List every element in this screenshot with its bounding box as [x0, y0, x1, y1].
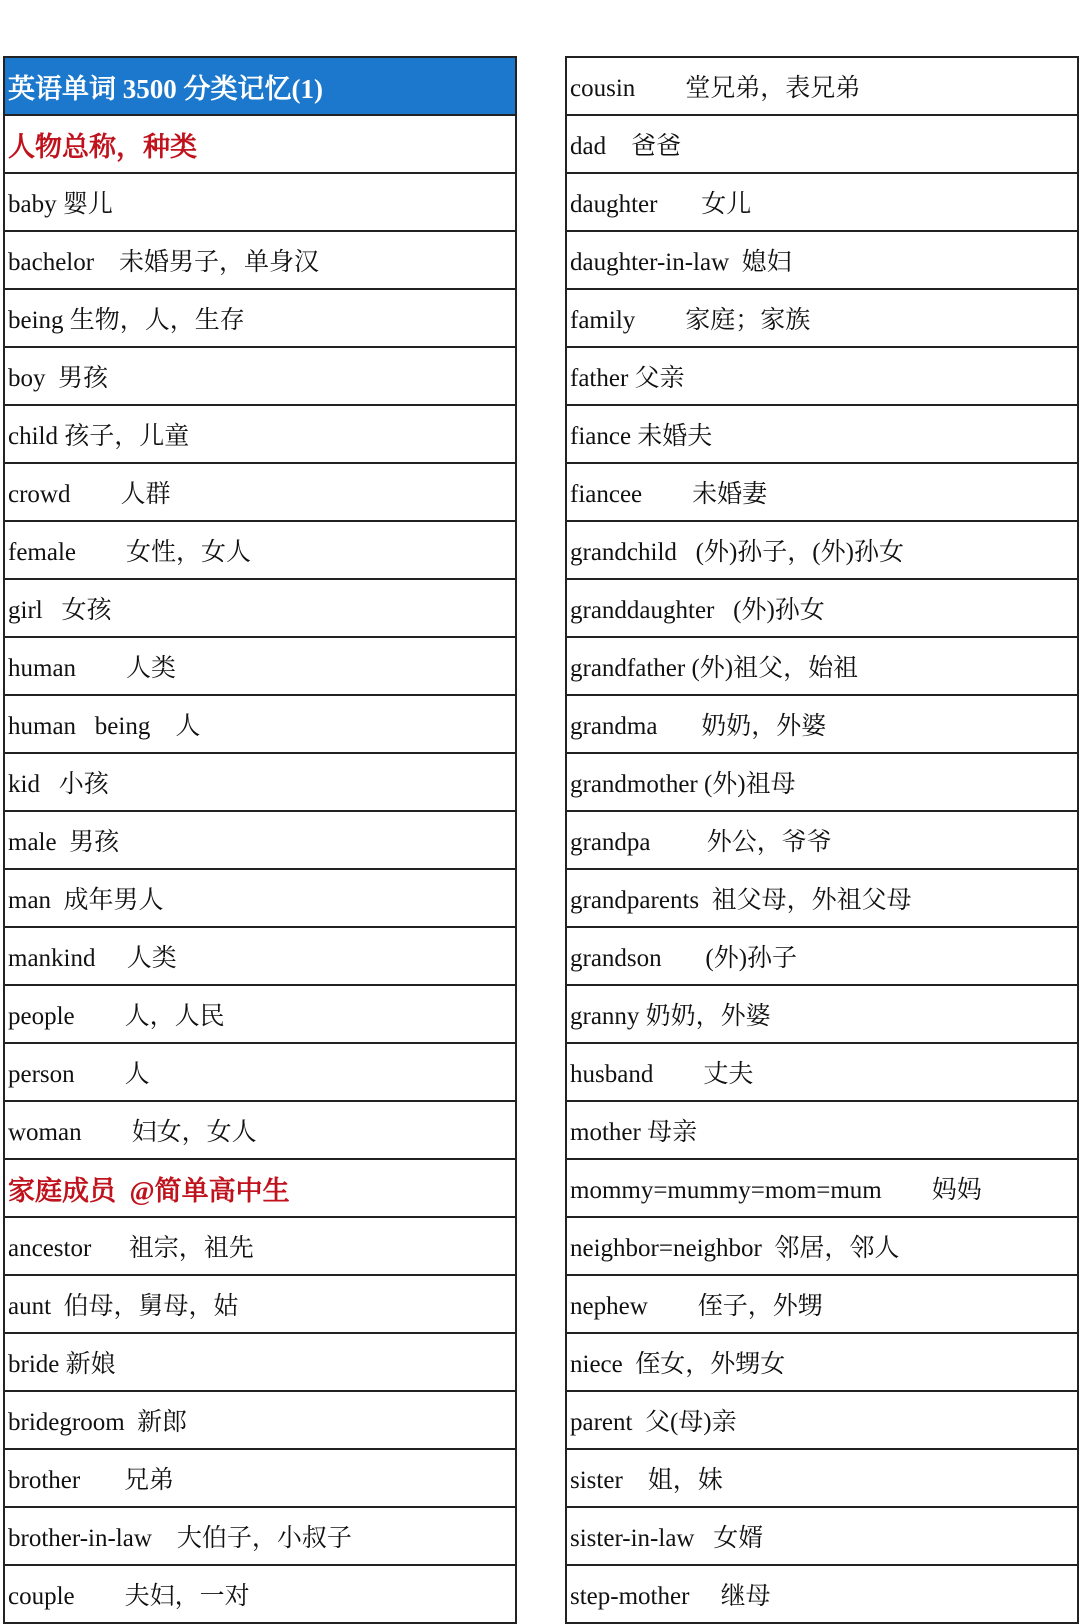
vocab-row: person 人 — [5, 1044, 515, 1102]
vocab-row: people 人，人民 — [5, 986, 515, 1044]
vocab-row: grandson (外)孙子 — [567, 928, 1077, 986]
vocab-row: grandfather (外)祖父，始祖 — [567, 638, 1077, 696]
vocab-row: daughter-in-law 媳妇 — [567, 232, 1077, 290]
vocab-row: daughter 女儿 — [567, 174, 1077, 232]
vocab-row: fiance 未婚夫 — [567, 406, 1077, 464]
vocab-row: human being 人 — [5, 696, 515, 754]
vocab-row: grandma 奶奶，外婆 — [567, 696, 1077, 754]
vocab-row: grandpa 外公，爷爷 — [567, 812, 1077, 870]
vocab-row: couple 夫妇，一对 — [5, 1566, 515, 1624]
vocab-row: brother 兄弟 — [5, 1450, 515, 1508]
vocab-row: being 生物，人，生存 — [5, 290, 515, 348]
vocab-row: ancestor 祖宗，祖先 — [5, 1218, 515, 1276]
vocab-row: boy 男孩 — [5, 348, 515, 406]
vocab-row: family 家庭；家族 — [567, 290, 1077, 348]
vocab-row: baby 婴儿 — [5, 174, 515, 232]
vocab-row: human 人类 — [5, 638, 515, 696]
vocab-row: dad 爸爸 — [567, 116, 1077, 174]
vocab-row: grandchild (外)孙子，(外)孙女 — [567, 522, 1077, 580]
vocab-row: fiancee 未婚妻 — [567, 464, 1077, 522]
vocab-row: bride 新娘 — [5, 1334, 515, 1392]
vocab-row: mother 母亲 — [567, 1102, 1077, 1160]
vocab-row: neighbor=neighbor 邻居，邻人 — [567, 1218, 1077, 1276]
vocab-row: parent 父(母)亲 — [567, 1392, 1077, 1450]
table-title: 英语单词 3500 分类记忆(1) — [5, 58, 515, 116]
vocab-row: husband 丈夫 — [567, 1044, 1077, 1102]
vocab-row: nephew 侄子，外甥 — [567, 1276, 1077, 1334]
vocab-row: grandmother (外)祖母 — [567, 754, 1077, 812]
vocab-row: grandparents 祖父母，外祖父母 — [567, 870, 1077, 928]
vocab-row: sister-in-law 女婿 — [567, 1508, 1077, 1566]
vocab-row: crowd 人群 — [5, 464, 515, 522]
vocab-row: female 女性，女人 — [5, 522, 515, 580]
vocab-row: aunt 伯母，舅母，姑 — [5, 1276, 515, 1334]
vocab-row: father 父亲 — [567, 348, 1077, 406]
vocab-row: man 成年男人 — [5, 870, 515, 928]
vocab-row: cousin 堂兄弟，表兄弟 — [567, 58, 1077, 116]
vocab-row: bachelor 未婚男子，单身汉 — [5, 232, 515, 290]
vocab-row: girl 女孩 — [5, 580, 515, 638]
vocab-row: granny 奶奶，外婆 — [567, 986, 1077, 1044]
vocab-row: kid 小孩 — [5, 754, 515, 812]
vocab-row: niece 侄女，外甥女 — [567, 1334, 1077, 1392]
section-heading: 人物总称，种类 — [5, 116, 515, 174]
vocab-row: brother-in-law 大伯子，小叔子 — [5, 1508, 515, 1566]
vocab-row: granddaughter (外)孙女 — [567, 580, 1077, 638]
section-heading: 家庭成员 @简单高中生 — [5, 1160, 515, 1218]
vocab-row: woman 妇女，女人 — [5, 1102, 515, 1160]
vocab-row: step-mother 继母 — [567, 1566, 1077, 1624]
right-vocab-table — [565, 56, 1079, 1624]
vocab-row: child 孩子，儿童 — [5, 406, 515, 464]
vocab-row: sister 姐，妹 — [567, 1450, 1077, 1508]
vocab-row: mankind 人类 — [5, 928, 515, 986]
vocab-row: mommy=mummy=mom=mum 妈妈 — [567, 1160, 1077, 1218]
left-vocab-table — [3, 56, 517, 1624]
vocab-row: male 男孩 — [5, 812, 515, 870]
vocab-row: bridegroom 新郎 — [5, 1392, 515, 1450]
